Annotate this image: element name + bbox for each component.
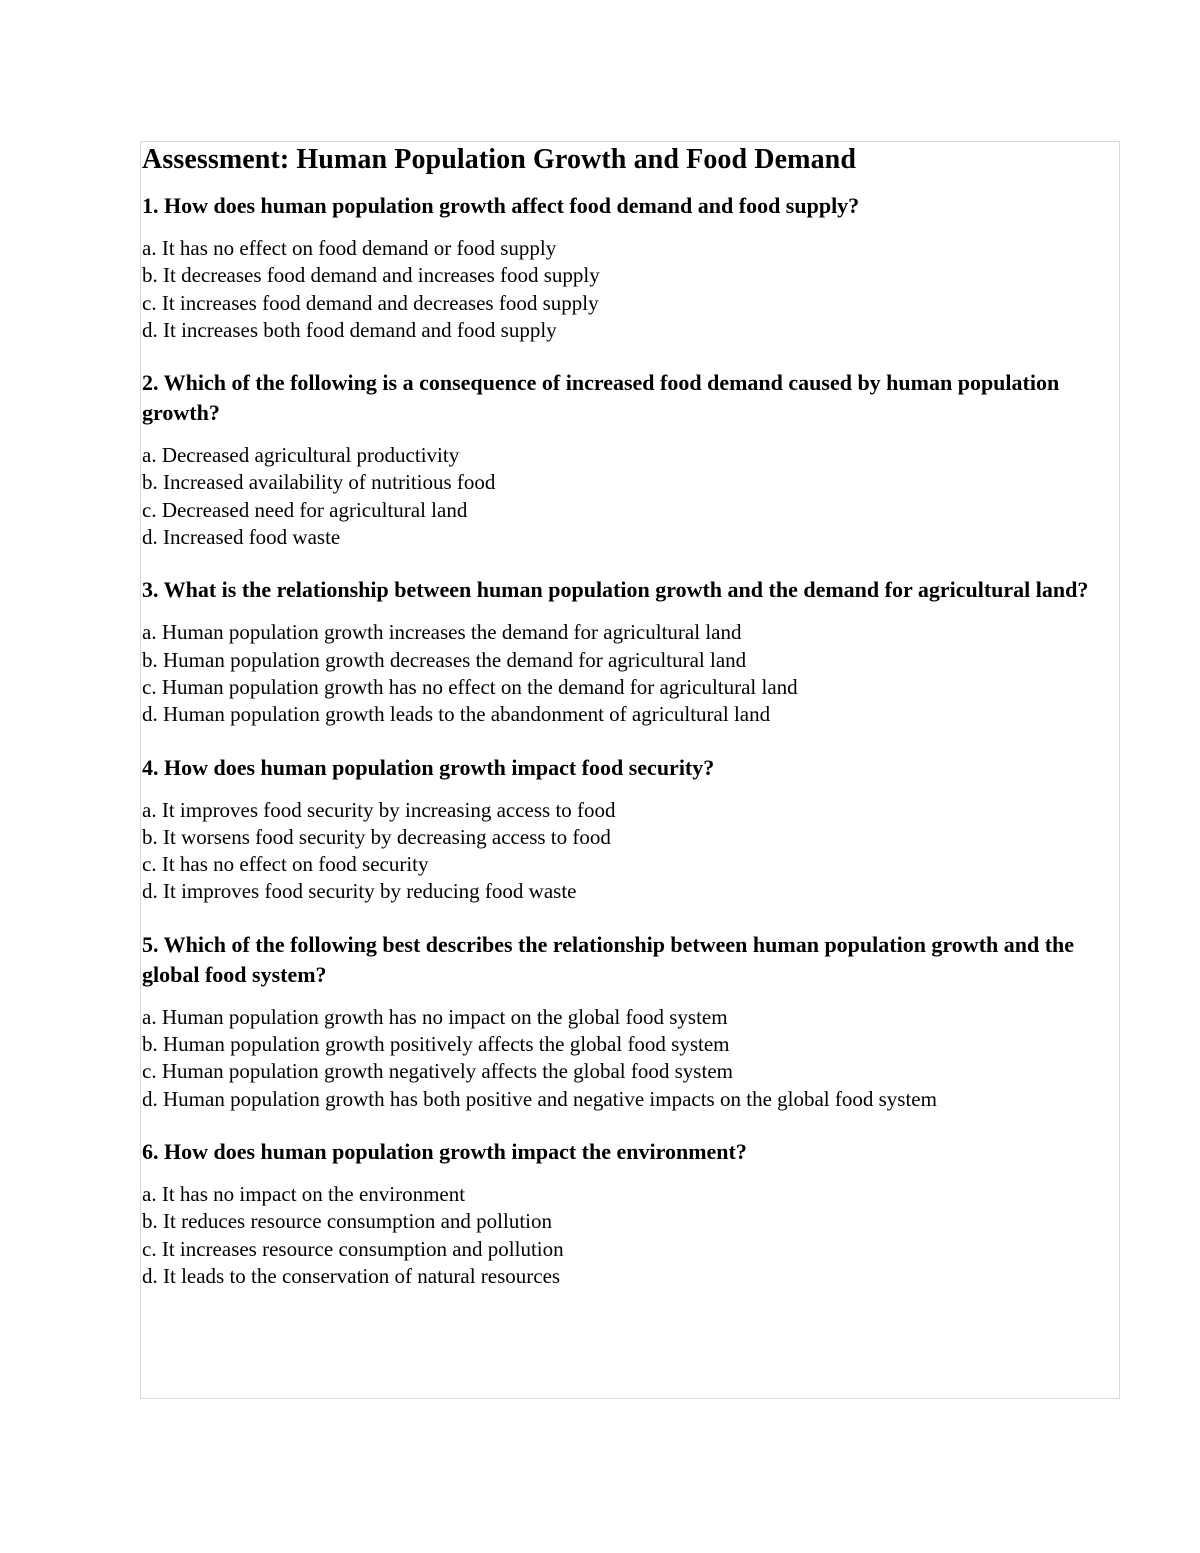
answer-option: b. Human population growth decreases the demand for agricultural land — [142, 647, 747, 672]
question-6 — [142, 1137, 1112, 1290]
answer-option: d. Human population growth has both positive and negative impacts on the global food system — [142, 1086, 937, 1111]
answer-option: c. It increases resource consumption and pollution — [142, 1236, 564, 1261]
answer-option: d. Increased food waste — [142, 525, 341, 550]
answer-option: c. Decreased need for agricultural land — [142, 497, 468, 522]
question-2 — [142, 368, 1112, 551]
answer-options — [142, 797, 1112, 906]
answer-option: d. It increases both food demand and food supply — [142, 317, 557, 342]
answer-option: b. It worsens food security by decreasing access to food — [142, 824, 611, 849]
question-text: 3. What is the relationship between human population growth and the demand for agricultural land? — [142, 577, 1089, 603]
question-1 — [142, 191, 1112, 344]
question-text: 1. How does human population growth affect food demand and food supply? — [142, 193, 860, 218]
question-4 — [142, 753, 1112, 906]
answer-option: b. It reduces resource consumption and pollution — [142, 1209, 552, 1234]
answer-options — [142, 235, 1112, 344]
answer-option: b. Human population growth positively affects the global food system — [142, 1032, 730, 1057]
question-3 — [142, 575, 1112, 728]
answer-option: c. Human population growth negatively affects the global food system — [142, 1059, 733, 1084]
answer-options — [142, 442, 1112, 551]
answer-option: a. Decreased agricultural productivity — [142, 443, 460, 468]
answer-option: d. It leads to the conservation of natural resources — [142, 1263, 561, 1288]
question-5 — [142, 930, 1112, 1113]
answer-options — [142, 619, 1112, 728]
answer-option: b. Increased availability of nutritious food — [142, 470, 496, 495]
question-text: 6. How does human population growth impact the environment? — [142, 1138, 747, 1164]
document-body — [142, 141, 1112, 1290]
answer-option: d. It improves food security by reducing food waste — [142, 879, 577, 904]
answer-options — [142, 1181, 1112, 1290]
answer-option: a. Human population growth has no impact on the global food system — [142, 1004, 728, 1029]
answer-options — [142, 1004, 1112, 1113]
answer-option: c. It has no effect on food security — [142, 852, 429, 877]
question-text: 2. Which of the following is a consequence of increased food demand caused by human population growth? — [142, 370, 1060, 426]
answer-option: c. It increases food demand and decreases food supply — [142, 290, 599, 315]
answer-option: a. It improves food security by increasing access to food — [142, 797, 616, 822]
answer-option: a. It has no effect on food demand or food supply — [142, 236, 557, 260]
answer-option: a. It has no impact on the environment — [142, 1181, 466, 1206]
document-title: Assessment: Human Population Growth and Food Demand — [142, 144, 857, 175]
question-text: 5. Which of the following best describes the relationship between human population growth and the global food system? — [142, 931, 1075, 987]
answer-option: c. Human population growth has no effect on the demand for agricultural land — [142, 674, 798, 699]
question-text: 4. How does human population growth impact food security? — [142, 754, 715, 780]
answer-option: a. Human population growth increases the demand for agricultural land — [142, 620, 742, 645]
answer-option: d. Human population growth leads to the abandonment of agricultural land — [142, 702, 771, 727]
answer-option: b. It decreases food demand and increases food supply — [142, 263, 600, 288]
